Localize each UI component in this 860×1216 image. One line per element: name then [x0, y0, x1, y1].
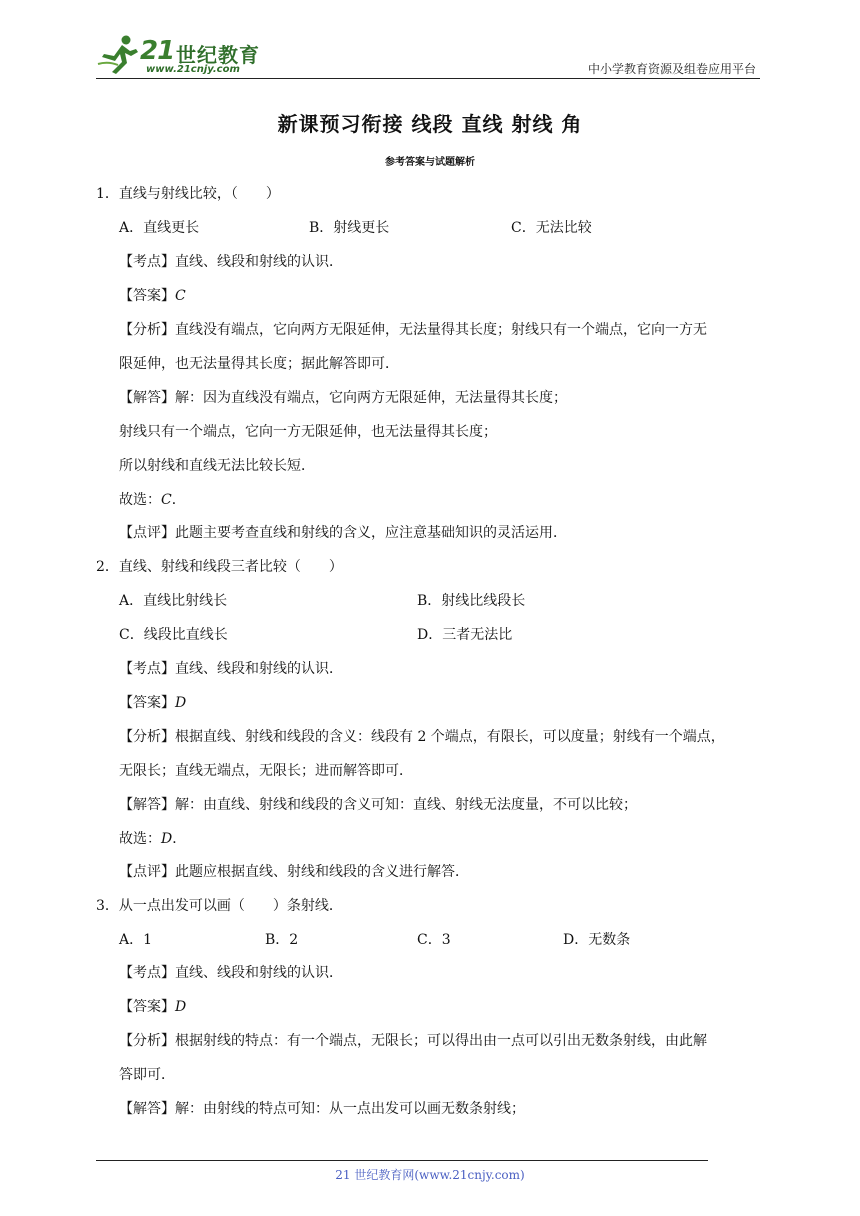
choose-value: D	[161, 831, 173, 847]
jieda-text: 解：因为直线没有端点，它向两方无限延伸，无法量得其长度；	[175, 390, 567, 406]
fenxi-text: 根据直线、射线和线段的含义：线段有 2 个端点，有限长，可以度量；射线有一个端点，	[175, 729, 725, 745]
kaodian-tag: 【考点】	[119, 254, 175, 270]
jieda-tag: 【解答】	[119, 390, 175, 406]
q2-fenxi-line1	[119, 727, 725, 747]
q2-option-a: A．直线比射线长	[119, 593, 228, 609]
dianping-tag: 【点评】	[119, 864, 175, 880]
q3-answer	[119, 997, 186, 1017]
q1-option-c: C．无法比较	[511, 220, 592, 236]
kaodian-tag: 【考点】	[119, 965, 175, 981]
dianping-tag: 【点评】	[119, 525, 175, 541]
site-logo[interactable]	[96, 34, 266, 78]
q1-fenxi-line1	[119, 320, 707, 340]
q1-jieda-line2: 射线只有一个端点，它向一方无限延伸，也无法量得其长度；	[119, 424, 497, 440]
q3-jieda-line1	[119, 1099, 525, 1119]
choose-prefix: 故选：	[119, 831, 161, 847]
kaodian-tag: 【考点】	[119, 661, 175, 677]
answer-tag: 【答案】	[119, 288, 175, 304]
q1-option-a: A．直线更长	[119, 220, 200, 236]
q3-option-c: C．3	[417, 932, 451, 948]
q2-stem: 2．直线、射线和线段三者比较（ ）	[96, 559, 343, 575]
q3-option-b: B．2	[265, 932, 299, 948]
header-divider	[96, 78, 760, 79]
jieda-tag: 【解答】	[119, 797, 175, 813]
dianping-text: 此题主要考查直线和射线的含义，应注意基础知识的灵活运用．	[175, 525, 567, 541]
q1-stem: 1．直线与射线比较，（ ）	[96, 186, 280, 202]
page-title: 新课预习衔接 线段 直线 射线 角	[277, 112, 583, 136]
kaodian-text: 直线、线段和射线的认识．	[175, 965, 343, 981]
q2-jieda-line1	[119, 795, 637, 815]
footer-divider	[96, 1160, 708, 1161]
q1-answer	[119, 286, 186, 306]
header-platform-text: 中小学教育资源及组卷应用平台	[587, 62, 756, 76]
q1-fenxi-line2: 限延伸，也无法量得其长度；据此解答即可．	[119, 356, 399, 372]
jieda-tag: 【解答】	[119, 1101, 175, 1117]
page-header	[0, 0, 860, 80]
q2-choose	[119, 829, 186, 849]
q3-option-a: A．1	[119, 932, 153, 948]
q1-dianping	[119, 523, 567, 543]
fenxi-tag: 【分析】	[119, 729, 175, 745]
dianping-text: 此题应根据直线、射线和线段的含义进行解答．	[175, 864, 469, 880]
runner-icon	[96, 34, 142, 74]
q1-jieda-line3: 所以射线和直线无法比较长短．	[119, 458, 315, 474]
logo-url: www.21cnjy.com	[146, 64, 240, 75]
answer-tag: 【答案】	[119, 999, 175, 1015]
q3-stem: 3．从一点出发可以画（ ）条射线．	[96, 898, 343, 914]
choose-value: C	[161, 492, 172, 508]
answer-tag: 【答案】	[119, 695, 175, 711]
fenxi-tag: 【分析】	[119, 322, 175, 338]
answer-value: D	[175, 695, 187, 711]
fenxi-tag: 【分析】	[119, 1033, 175, 1049]
choose-prefix: 故选：	[119, 492, 161, 508]
fenxi-text: 根据射线的特点：有一个端点，无限长；可以得出由一点可以引出无数条射线，由此解	[175, 1033, 707, 1049]
q2-option-b: B．射线比线段长	[417, 593, 526, 609]
q2-answer	[119, 693, 186, 713]
q3-fenxi-line1	[119, 1031, 707, 1051]
jieda-text: 解：由直线、射线和线段的含义可知：直线、射线无法度量，不可以比较；	[175, 797, 637, 813]
q3-option-d: D．无数条	[563, 932, 631, 948]
q3-kaodian	[119, 963, 343, 983]
choose-suffix: ．	[172, 831, 187, 847]
kaodian-text: 直线、线段和射线的认识．	[175, 254, 343, 270]
answer-value: C	[175, 288, 186, 304]
q2-fenxi-line2: 无限长；直线无端点，无限长；进而解答即可．	[119, 763, 413, 779]
jieda-text: 解：由射线的特点可知：从一点出发可以画无数条射线；	[175, 1101, 525, 1117]
logo-brand-text: 世纪教育	[176, 43, 260, 67]
q1-jieda-line1	[119, 388, 567, 408]
q1-kaodian	[119, 252, 343, 272]
page-subtitle: 参考答案与试题解析	[385, 157, 475, 168]
footer-link[interactable]: 21 世纪教育网(www.21cnjy.com)	[335, 1168, 525, 1182]
choose-suffix: ．	[171, 492, 186, 508]
answer-value: D	[175, 999, 187, 1015]
q3-fenxi-line2: 答即可．	[119, 1067, 175, 1083]
kaodian-text: 直线、线段和射线的认识．	[175, 661, 343, 677]
q2-option-d: D．三者无法比	[417, 627, 513, 643]
logo-number: 21	[140, 36, 175, 66]
fenxi-text: 直线没有端点，它向两方无限延伸，无法量得其长度；射线只有一个端点，它向一方无	[175, 322, 707, 338]
q2-option-c: C．线段比直线长	[119, 627, 228, 643]
q1-choose	[119, 490, 186, 510]
q1-option-b: B．射线更长	[309, 220, 390, 236]
q2-dianping	[119, 862, 469, 882]
q2-kaodian	[119, 659, 343, 679]
